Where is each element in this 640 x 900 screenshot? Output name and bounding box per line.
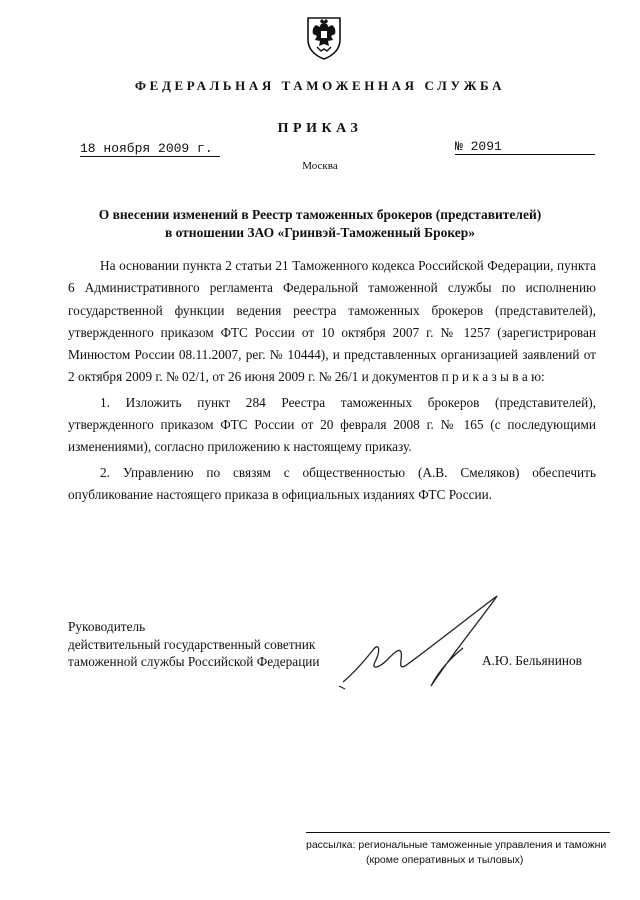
distribution-line-1: рассылка: региональные таможенные управления и таможни bbox=[306, 839, 607, 851]
signatory-name: А.Ю. Бельянинов bbox=[482, 653, 582, 668]
order-date: 18 ноября 2009 г. bbox=[80, 141, 220, 157]
signatory-title-line-1: Руководитель bbox=[68, 619, 146, 634]
distribution-divider bbox=[306, 832, 610, 833]
city: Москва bbox=[302, 160, 338, 172]
subject-line-2: в отношении ЗАО «Гринвэй-Таможенный Брокер» bbox=[164, 225, 476, 240]
signatory-title-line-2: действительный государственный советник bbox=[68, 636, 316, 652]
distribution-list bbox=[306, 838, 636, 868]
signatory-title-line-3: таможенной службы Российской Федерации bbox=[68, 654, 320, 669]
order-subject bbox=[40, 206, 600, 242]
paragraph-item-2: 2. Управлению по связям с общественностью (А.В. Смеляков) обеспечить опубликование настоящего приказа в официальных изданиях ФТС России. bbox=[68, 464, 596, 502]
paragraph-item-1: 1. Изложить пункт 284 Реестра таможенных брокеров (представителей), утвержденного приказом ФТС России от 20 февраля 2008 г. № 165 (с последующими изменениями), согласно приложению к настоящему приказу. bbox=[68, 394, 596, 455]
subject-line-1: О внесении изменений в Реестр таможенных брокеров (представителей) bbox=[98, 207, 542, 222]
order-verb: п р и к а з ы в а ю: bbox=[441, 369, 545, 385]
order-number: № 2091 bbox=[455, 139, 595, 155]
paragraph-basis bbox=[68, 255, 596, 389]
handwritten-signature bbox=[335, 590, 505, 700]
paragraph-basis-text: На основании пункта 2 статьи 21 Таможенного кодекса Российской Федерации, пункта 6 Административного регламента Федеральной таможенной службы по исполнению государственной функции ведения реестра таможенных брокеров (представителей), утвержденного приказом ФТС России от 10 октября 2007 г. № 1257 (зарегистрирован Минюстом России 08.11.2007, рег. № 10444), и представленных организацией заявлений от 2 октября 2009 г. № 02/1, от 26 июня 2009 г. № 26/1 и документов bbox=[68, 258, 596, 385]
order-body bbox=[68, 255, 596, 509]
signatory-title bbox=[68, 618, 358, 671]
distribution-line-2: (кроме оперативных и тыловых) bbox=[366, 854, 524, 866]
agency-name: ФЕДЕРАЛЬНАЯ ТАМОЖЕННАЯ СЛУЖБА bbox=[134, 78, 506, 93]
russian-coat-of-arms-icon bbox=[305, 14, 343, 60]
document-type: ПРИКАЗ bbox=[277, 121, 363, 136]
